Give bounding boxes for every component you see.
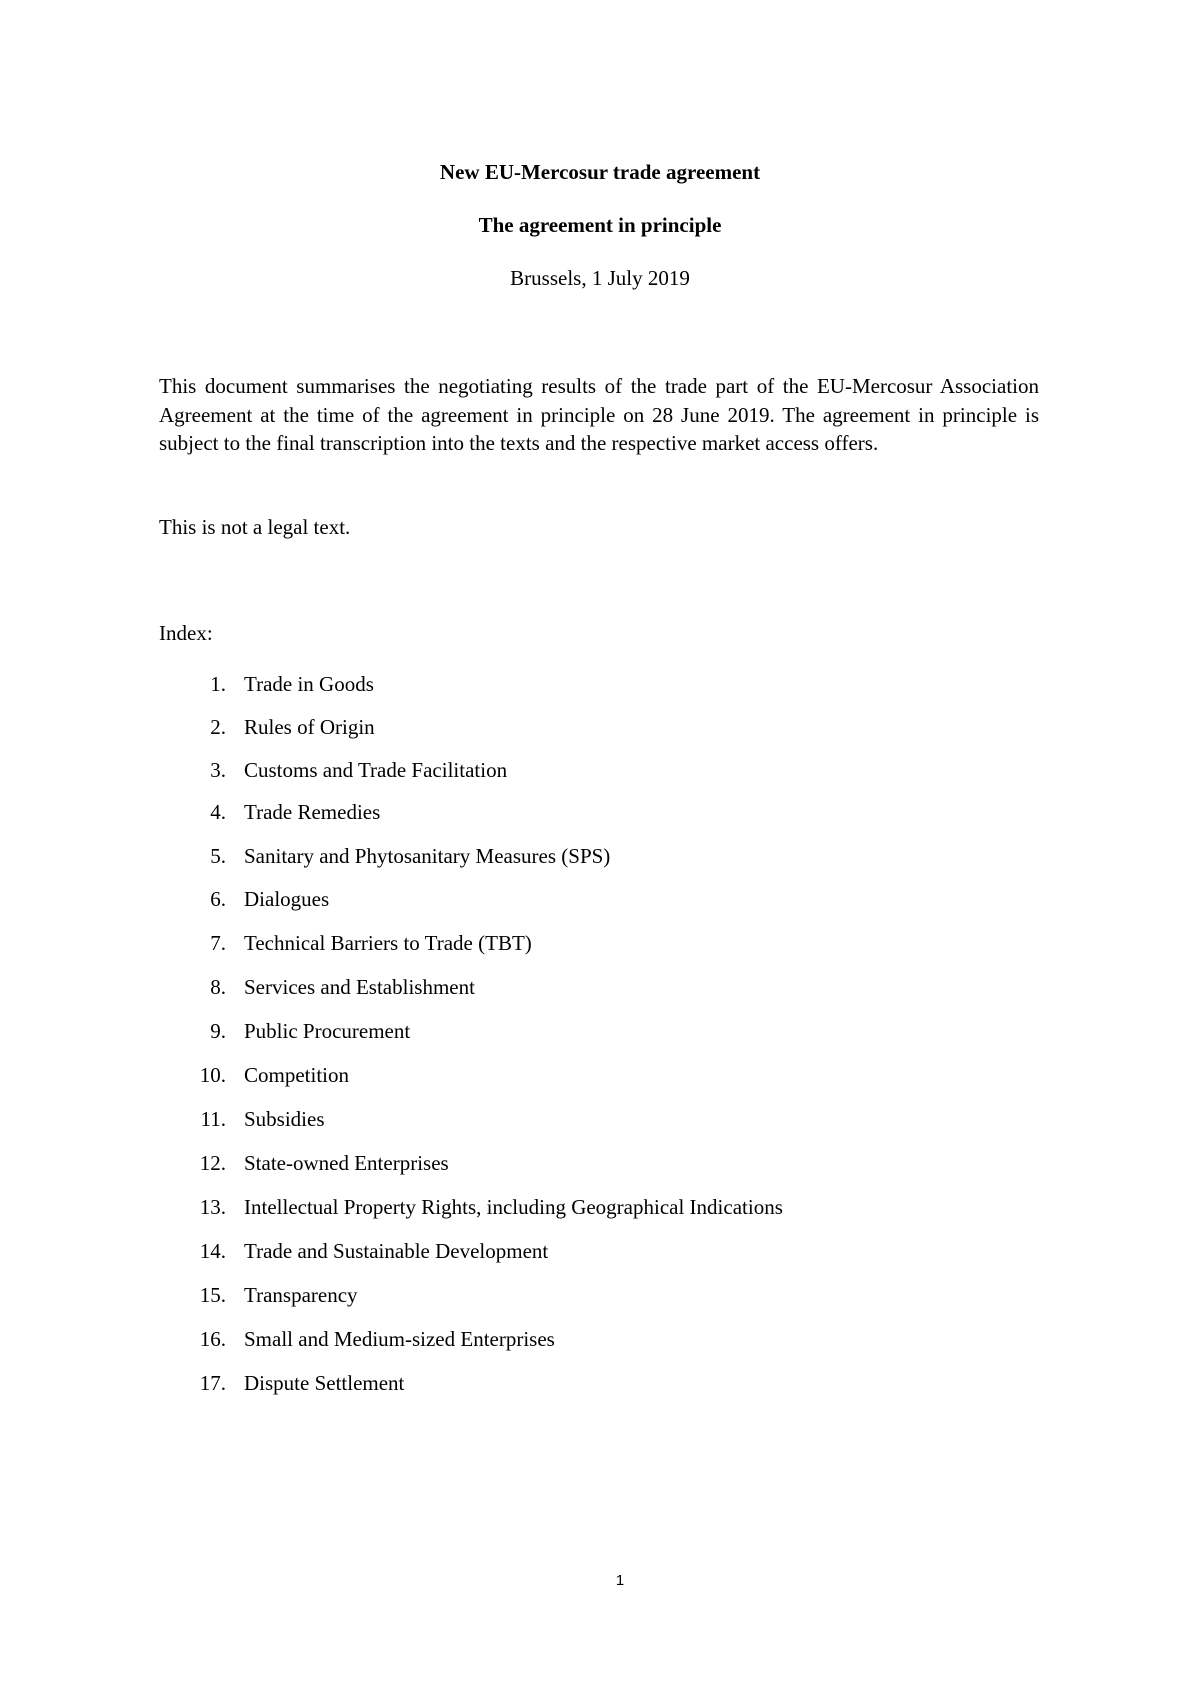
index-item [0,1194,1100,1220]
index-item-label: Services and Establishment [244,975,475,999]
index-item [0,1018,1100,1044]
index-item [0,714,1100,740]
index-item-label: Small and Medium-sized Enterprises [244,1327,555,1351]
index-item-label: Trade Remedies [244,800,381,824]
index-item-number: 13. [199,1195,226,1219]
index-item [0,1282,1100,1308]
index-item-label: Public Procurement [244,1019,411,1043]
index-item [0,930,1100,956]
index-item-number: 3. [210,758,226,782]
index-item [0,671,1100,697]
index-item [0,974,1100,1000]
index-item-number: 12. [199,1151,226,1175]
index-item [0,1106,1100,1132]
index-item [0,843,1100,869]
index-item-label: Technical Barriers to Trade (TBT) [244,931,532,955]
index-item [0,1370,1100,1396]
document-subtitle: The agreement in principle [478,213,722,237]
index-item-label: Intellectual Property Rights, including Geographical Indications [244,1195,783,1219]
index-item-number: 8. [210,975,226,999]
index-item-label: Subsidies [244,1107,325,1131]
index-item-label: Dispute Settlement [244,1371,405,1395]
index-label: Index: [159,621,213,645]
index-item-number: 10. [199,1063,226,1087]
index-item-number: 17. [199,1371,226,1395]
dateline: Brussels, 1 July 2019 [510,266,690,290]
document-title: New EU-Mercosur trade agreement [439,160,761,184]
index-item-number: 4. [210,800,226,824]
index-item-number: 15. [199,1283,226,1307]
index-item-label: Sanitary and Phytosanitary Measures (SPS) [244,844,611,868]
index-item-label: Dialogues [244,887,330,911]
index-item-label: Transparency [244,1283,358,1307]
index-item [0,799,1100,825]
index-item-number: 6. [210,887,226,911]
index-item-number: 1. [210,672,226,696]
page-number: 1 [615,1572,625,1589]
index-item-number: 14. [199,1239,226,1263]
index-item-number: 16. [199,1327,226,1351]
index-item-label: Competition [244,1063,349,1087]
disclaimer: This is not a legal text. [159,515,351,539]
index-item [0,1062,1100,1088]
index-item [0,757,1100,783]
index-item [0,886,1100,912]
index-item-number: 11. [200,1107,226,1131]
index-item-number: 5. [210,844,226,868]
index-item-label: Trade in Goods [244,672,374,696]
index-item-number: 9. [210,1019,226,1043]
index-item [0,1238,1100,1264]
index-item-label: State-owned Enterprises [244,1151,449,1175]
index-item [0,1326,1100,1352]
intro-paragraph: This document summarises the negotiating results of the trade part of the EU-Mercosur Association Agreement at the time of the agreement in principle on 28 June 2019. The agreement in principle is subject to the final transcription into the texts and the respective market access offers. [159,374,1039,455]
index-item-label: Trade and Sustainable Development [244,1239,549,1263]
index-item-number: 2. [210,715,226,739]
index-item-label: Rules of Origin [244,715,375,739]
index-item-number: 7. [210,931,226,955]
index-item [0,1150,1100,1176]
index-item-label: Customs and Trade Facilitation [244,758,508,782]
